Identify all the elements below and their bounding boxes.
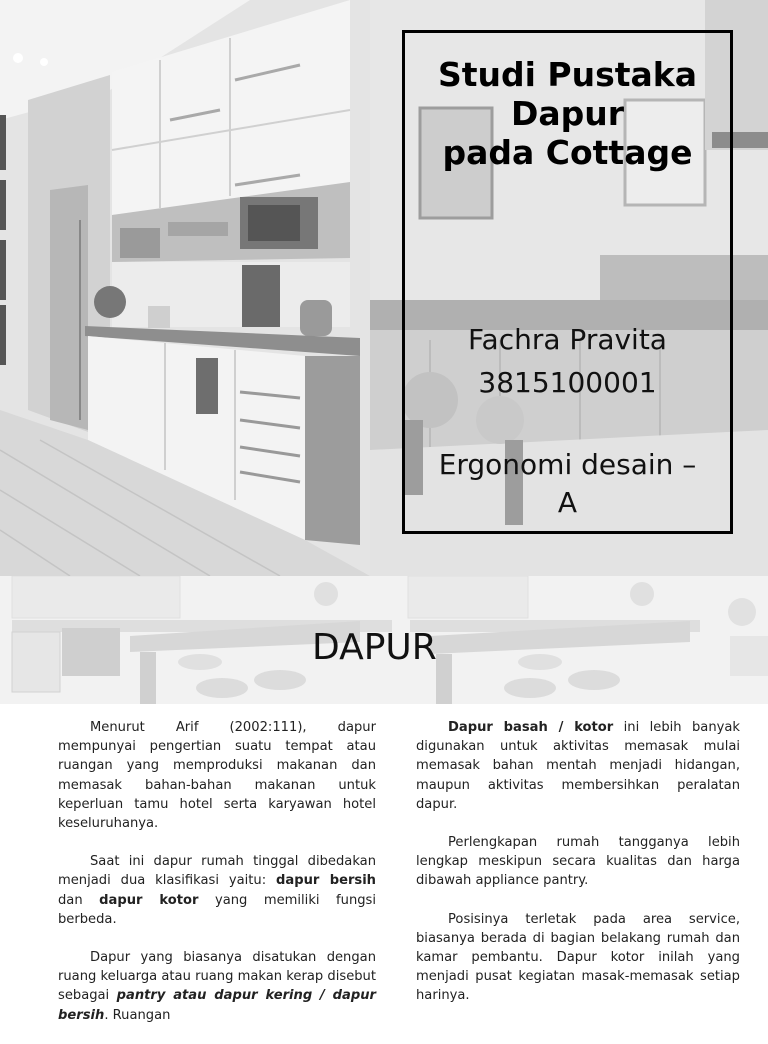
paragraph <box>58 852 376 929</box>
term-dapur-bersih: dapur bersih <box>276 873 377 889</box>
right-text-column <box>416 718 740 1025</box>
paragraph-text: Posisinya terletak pada area service, biasanya berada di bagian belakang rumah dan kamar pembantu. Dapur kotor inilah yang menjadi pusat kegiatan masak-memasak setiap harinya. <box>416 911 740 1004</box>
paragraph-text: dan <box>58 892 100 908</box>
section-heading: DAPUR <box>312 627 437 668</box>
paragraph-text: Perlengkapan rumah tangganya lebih lengkap meskipun secara kualitas dan harga dibawah appliance pantry. <box>416 835 740 889</box>
author-id: 3815100001 <box>478 366 657 399</box>
paragraph-text: Menurut Arif (2002:111), dapur mempunyai pengertian suatu tempat atau ruangan yang memproduksi makanan dan memasak bahan-bahan makanan untuk keperluan tamu hotel serta karyawan hotel keseluruhanya. <box>58 720 376 832</box>
author-name: Fachra Pravita <box>468 323 667 356</box>
paragraph-text: yang memiliki fungsi berbeda. <box>58 892 377 927</box>
term-pantry: pantry atau dapur kering / dapur bersih <box>58 988 376 1023</box>
paragraph-text: Saat ini dapur rumah tinggal dibedakan menjadi dua klasifikasi yaitu: <box>58 854 376 889</box>
document-title: Studi Pustaka Dapur pada Cottage <box>437 55 698 172</box>
term-dapur-basah: Dapur basah / kotor <box>448 720 614 735</box>
paragraph <box>58 718 376 833</box>
paragraph-text: . Ruangan <box>104 1007 171 1023</box>
term-dapur-kotor: dapur kotor <box>99 892 199 908</box>
left-text-column <box>58 718 376 1044</box>
section-banner <box>0 576 768 704</box>
paragraph <box>416 718 740 814</box>
paragraph <box>58 948 376 1025</box>
paragraph <box>416 910 740 1006</box>
paragraph-text: Dapur yang biasanya disatukan dengan ruang keluarga atau ruang makan kerap disebut sebagai <box>58 950 376 1004</box>
paragraph <box>416 833 740 891</box>
paragraph-text: ini lebih banyak digunakan untuk aktivitas memasak mulai memasak bahan mentah menjadi hidangan, maupun aktivitas membersihkan peralatan dapur. <box>416 720 740 812</box>
title-frame <box>402 30 733 534</box>
course-name: Ergonomi desain – A <box>438 448 697 519</box>
